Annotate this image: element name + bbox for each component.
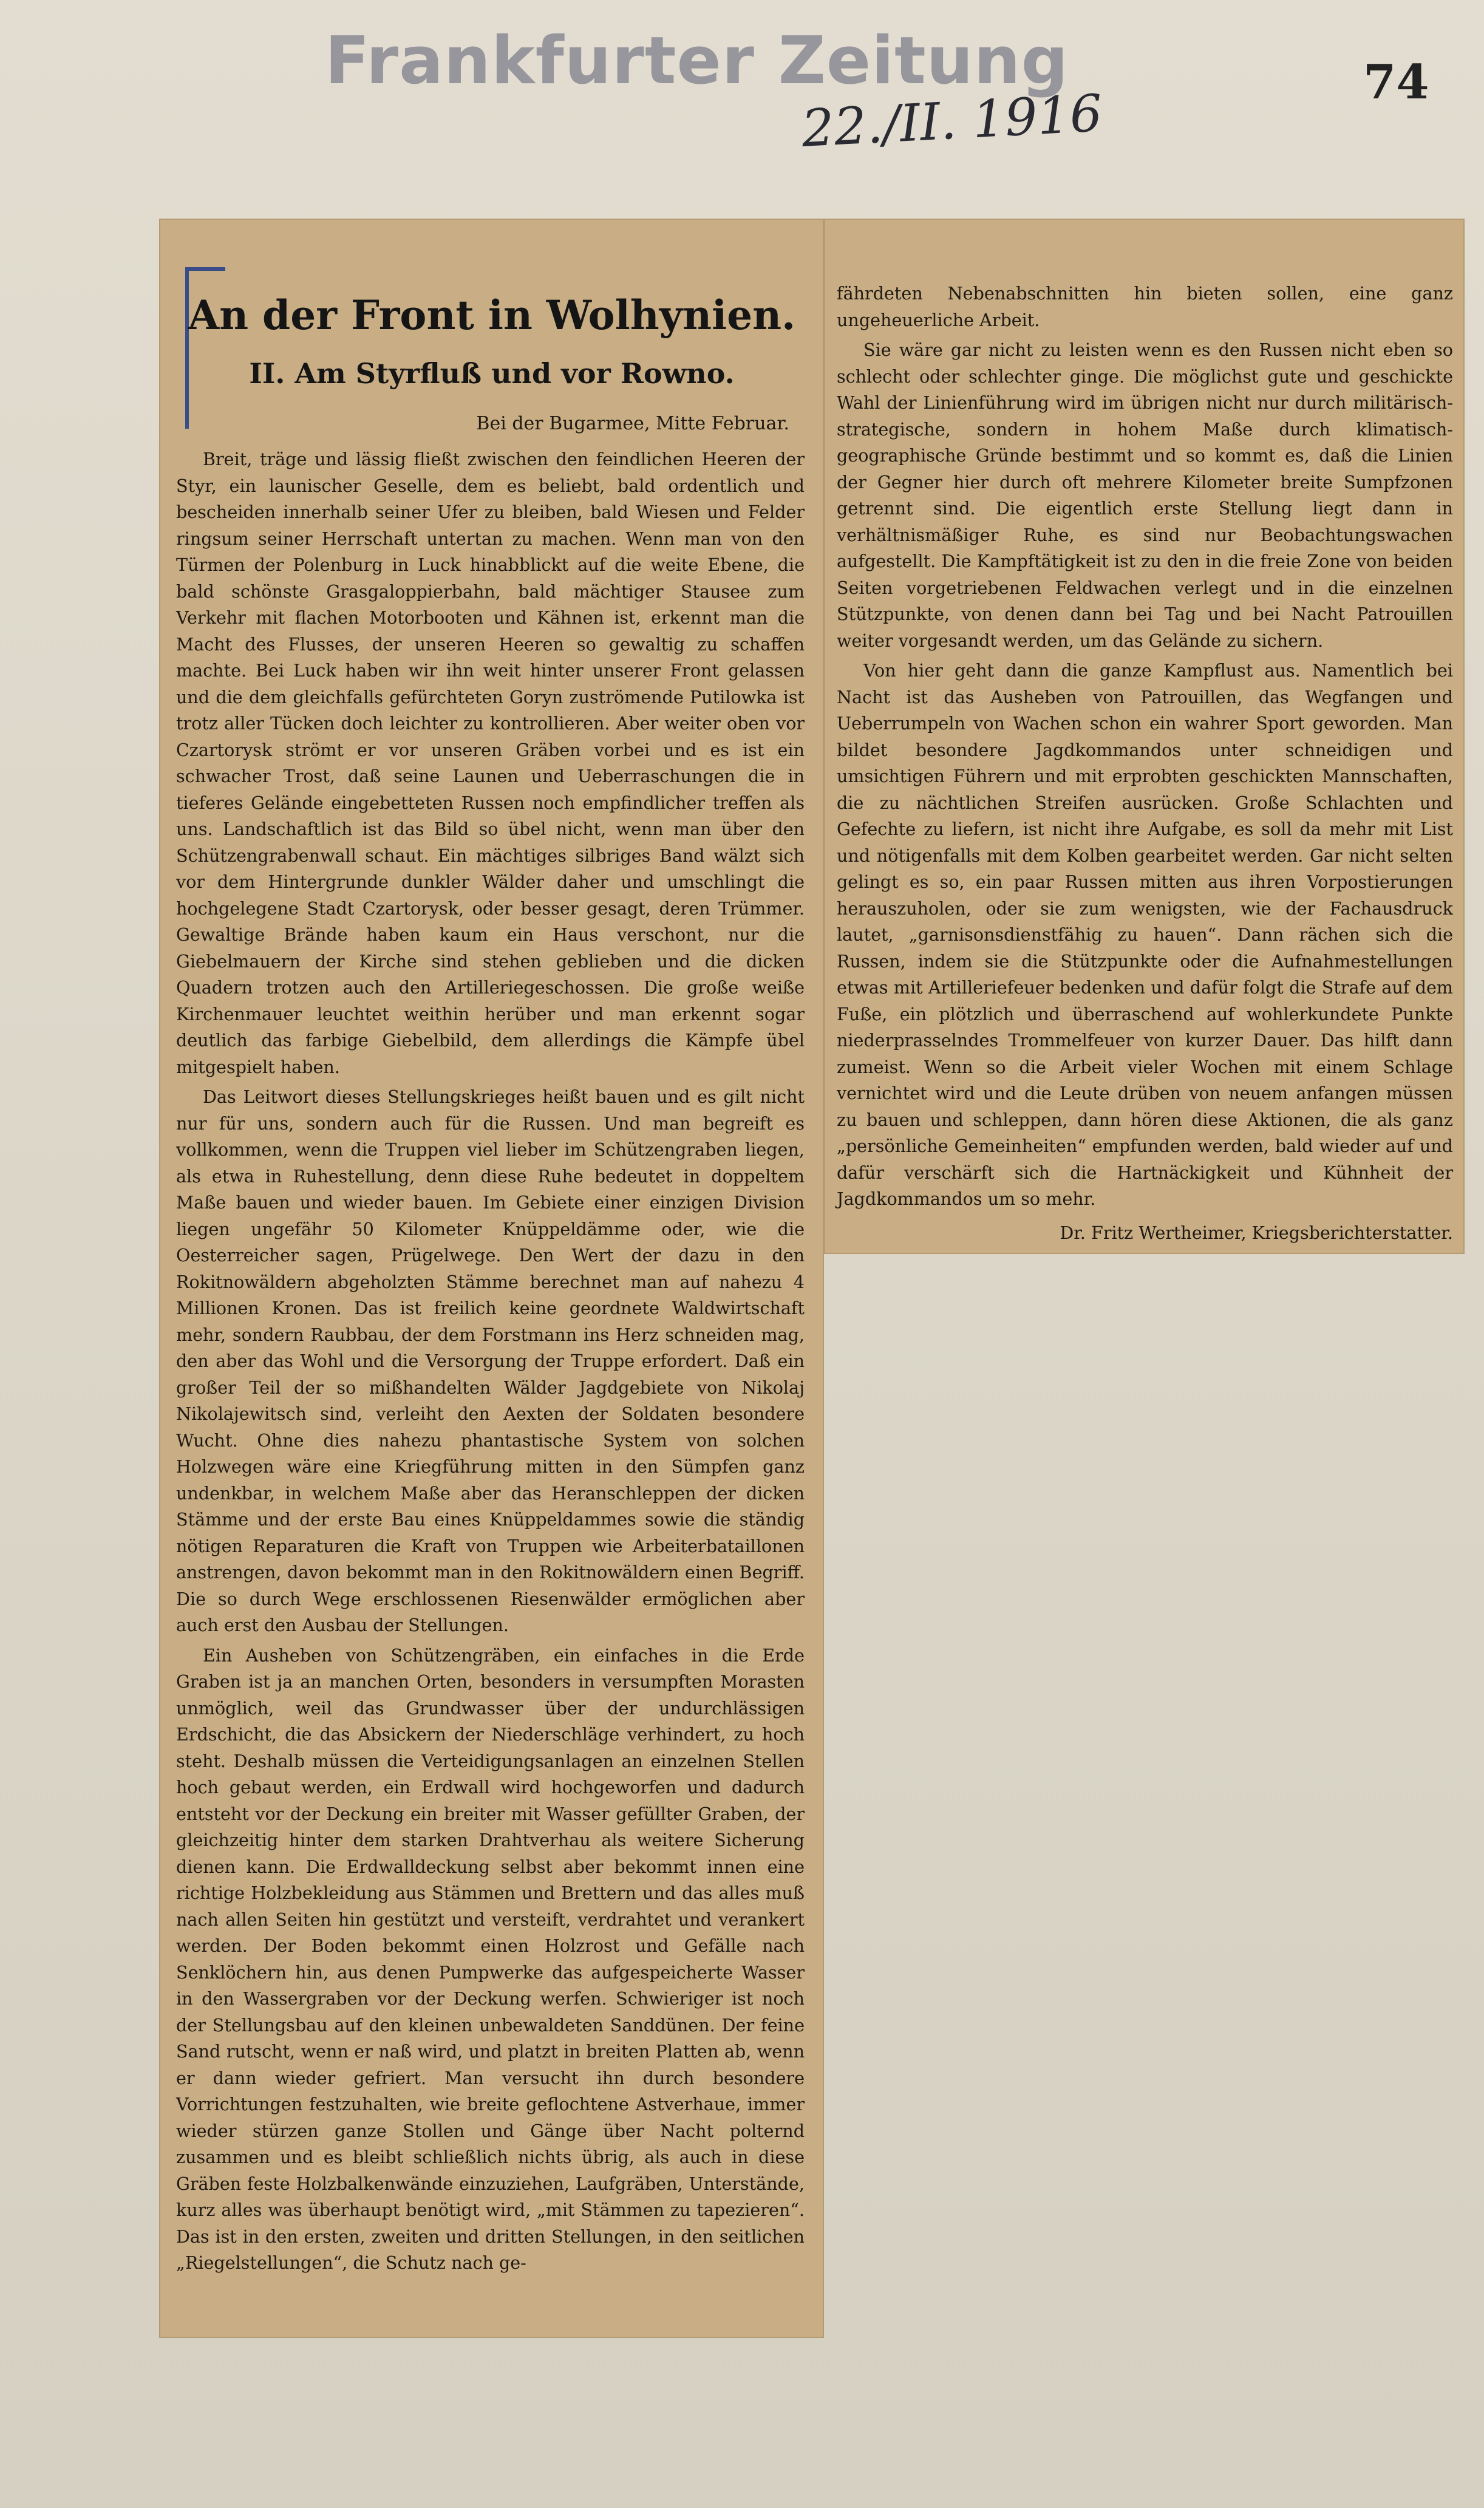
- newspaper-stamp: Frankfurter Zeitung: [325, 23, 1069, 99]
- article-title: An der Front in Wolhynien.: [188, 291, 796, 339]
- page-number: 74: [1363, 55, 1429, 110]
- article-subtitle: II. Am Styrfluß und vor Rowno.: [249, 357, 735, 390]
- article-dateline: Bei der Bugarmee, Mitte Februar.: [476, 413, 789, 434]
- paragraph: Das Leitwort dieses Stellungskrieges heißt bauen und es gilt nicht nur für uns, sondern auch für die Russen. Und man begreift es vollkommen, wenn die Truppen viel lieber im Schützengraben liegen, als etwa in Ruhestellung, denn diese Ruhe bedeutet in doppeltem Maße bauen und wieder bauen. Im Gebiete einer einzigen Division liegen ungefähr 50 Kilometer Knüppeldämme oder, wie die Oesterreicher sagen, Prügelwege. Den Wert der dazu in den Rokitnowäldern abgeholzten Stämme berechnet man auf nahezu 4 Millionen Kronen. Das ist freilich keine geordnete Waldwirtschaft mehr, sondern Raubbau, der dem Forstmann ins Herz schneiden mag, den aber das Wohl und die Versorgung der Truppe erfordert. Daß ein großer Teil der so mißhandelten Wälder Jagdgebiete von Nikolaj Nikolajewitsch sind, verleiht den Aexten der Soldaten besondere Wucht. Ohne dies nahezu phantastische System von solchen Holzwegen wäre eine Kriegführung mitten in den Sümpfen ganz undenkbar, in welchem Maße aber das Heranschleppen der dicken Stämme und der erste Bau eines Knüppeldammes sowie die ständig nötigen Reparaturen die Kraft von Truppen wie Arbeiterbataillonen anstrengen, davon bekommt man in den Rokitnowäldern einen Begriff. Die so durch Wege erschlossenen Riesenwälder ermöglichen aber auch erst den Ausbau der Stellungen.: [176, 1086, 805, 1635]
- paragraph: Sie wäre gar nicht zu leisten wenn es den Russen nicht eben so schlecht oder schlechter ginge. Die möglichst gute und geschickte Wahl der Linienführung wird im übrigen nicht nur durch militärisch-strategische, sondern in hohem Maße durch klimatisch-geographische Gründe bestimmt und so kommt es, daß die Linien der Gegner hier durch oft mehrere Kilometer breite Sumpfzonen getrennt sind. Die eigentlich erste Stellung liegt dann in verhältnismäßiger Ruhe, es sind nur Beobachtungswachen aufgestellt. Die Kampftätigkeit ist zu den in die freie Zone von beiden Seiten vorgetriebenen Feldwachen verlegt und in die einzelnen Stützpunkte, von denen dann bei Tag und bei Nacht Patrouillen weiter vorgesandt werden, um das Gelände zu sichern.: [837, 339, 1453, 651]
- author-signature: Dr. Fritz Wertheimer, Kriegsberichterstatter.: [1060, 1222, 1453, 1243]
- paragraph: fährdeten Nebenabschnitten hin bieten sollen, eine ganz ungeheuerliche Arbeit.: [837, 283, 1453, 330]
- paragraph: Von hier geht dann die ganze Kampflust aus. Namentlich bei Nacht ist das Ausheben von Patrouillen, das Wegfangen und Ueberrumpeln von Wachen schon ein wahrer Sport geworden. Man bildet besondere Jagdkommandos unter schneidigen und umsichtigen Führern und mit erprobten geschickten Mannschaften, die zu nächtlichen Streifen ausrücken. Große Schlachten und Gefechte zu liefern, ist nicht ihre Aufgabe, es soll da mehr mit List und nötigenfalls mit dem Kolben gearbeitet werden. Gar nicht selten gelingt es so, ein paar Russen mitten aus ihren Vorpostierungen herauszuholen, oder sie zum wenigsten, wie der Fachausdruck lautet, „garnisonsdienstfähig zu hauen“. Dann rächen sich die Russen, indem sie die Stützpunkte oder die Aufnahmestellungen etwas mit Artilleriefeuer bedenken und dafür folgt die Strafe auf dem Fuße, ein plötzlich und überraschend auf wohlerkundete Punkte niederprasselndes Trommelfeuer von kurzer Dauer. Das hilft dann zumeist. Wenn so die Arbeit vieler Wochen mit einem Schlage vernichtet wird und die Leute drüben von neuem anfangen müssen zu bauen und schleppen, dann hören diese Aktionen, die als ganz „persönliche Gemeinheiten“ empfunden werden, bald wieder auf und dafür verschärft sich die Hartnäckigkeit und Kühnheit der Jagdkommandos um so mehr.: [837, 660, 1453, 1209]
- article-column-left: [176, 446, 805, 2277]
- paragraph: Ein Ausheben von Schützengräben, ein einfaches in die Erde Graben ist ja an manchen Orten, besonders in versumpften Morasten unmöglich, weil das Grundwasser über der undurchlässigen Erdschicht, die das Absickern der Niederschläge verhindert, zu hoch steht. Deshalb müssen die Verteidigungsanlagen an einzelnen Stellen hoch gebaut werden, ein Erdwall wird hochgeworfen und dadurch entsteht vor der Deckung ein breiter mit Wasser gefüllter Graben, der gleichzeitig hinter dem starken Drahtverhau als weitere Sicherung dienen kann. Die Erdwalldeckung selbst aber bekommt innen eine richtige Holzbekleidung aus Stämmen und Brettern und das alles muß nach allen Seiten hin gestützt und versteift, verdrahtet und verankert werden. Der Boden bekommt einen Holzrost und Gefälle nach Senklöchern hin, aus denen Pumpwerke das aufgespeicherte Wasser in den Wassergraben vor der Deckung werfen. Schwieriger ist noch der Stellungsbau auf den kleinen unbewaldeten Sanddünen. Der feine Sand rutscht, wenn er naß wird, und platzt in breiten Platten ab, wenn er dann wieder gefriert. Man versucht ihn durch besondere Vorrichtungen festzuhalten, wie breite geflochtene Astverhaue, immer wieder stürzen ganze Stollen und Gänge über Nacht polternd zusammen und es bleibt schließlich nichts übrig, als auch in diese Gräben feste Holzbalkenwände einzuziehen, Laufgräben, Unterstände, kurz alles was überhaupt benötigt wird, „mit Stämmen zu tapezieren“. Das ist in den ersten, zweiten und dritten Stellungen, in den seitlichen „Riegelstellungen“, die Schutz nach ge-: [176, 1644, 805, 2273]
- handwritten-date: 22./II. 1916: [800, 83, 1104, 158]
- article-column-right: [837, 281, 1453, 1246]
- paragraph: Breit, träge und lässig fließt zwischen den feindlichen Heeren der Styr, ein launischer Geselle, dem es beliebt, bald ordentlich und bescheiden innerhalb seiner Ufer zu bleiben, bald Wiesen und Felder ringsum seiner Herrschaft untertan zu machen. Wenn man von den Türmen der Polenburg in Luck hinabblickt auf die weite Ebene, die bald schönste Grasgaloppierbahn, bald mächtiger Stausee zum Verkehr mit flachen Motorbooten und Kähnen ist, erkennt man die Macht des Flusses, der unseren Heeren so gewaltig zu schaffen machte. Bei Luck haben wir ihn weit hinter unserer Front gelassen und die dem gleichfalls gefürchteten Goryn zuströmende Putilowka ist trotz aller Tücken doch leichter zu kontrollieren. Aber weiter oben vor Czartorysk strömt er vor unseren Gräben vorbei und es ist ein schwacher Trost, daß seine Launen und Ueberraschungen die in tieferes Gelände eingebetteten Russen noch empfindlicher treffen als uns. Landschaftlich ist das Bild so übel nicht, wenn man über den Schützengrabenwall schaut. Ein mächtiges silbriges Band wälzt sich vor dem Hintergrunde dunkler Wälder daher und umschlingt die hochgelegene Stadt Czartorysk, oder besser gesagt, deren Trümmer. Gewaltige Brände haben kaum ein Haus verschont, nur die Giebelmauern der Kirche sind stehen geblieben und die dicken Quadern trotzen auch den Artilleriegeschossen. Die große weiße Kirchenmauer leuchtet weithin herüber und man erkennt sogar deutlich das farbige Giebelbild, dem allerdings die Kämpfe übel mitgespielt haben.: [176, 449, 805, 1077]
